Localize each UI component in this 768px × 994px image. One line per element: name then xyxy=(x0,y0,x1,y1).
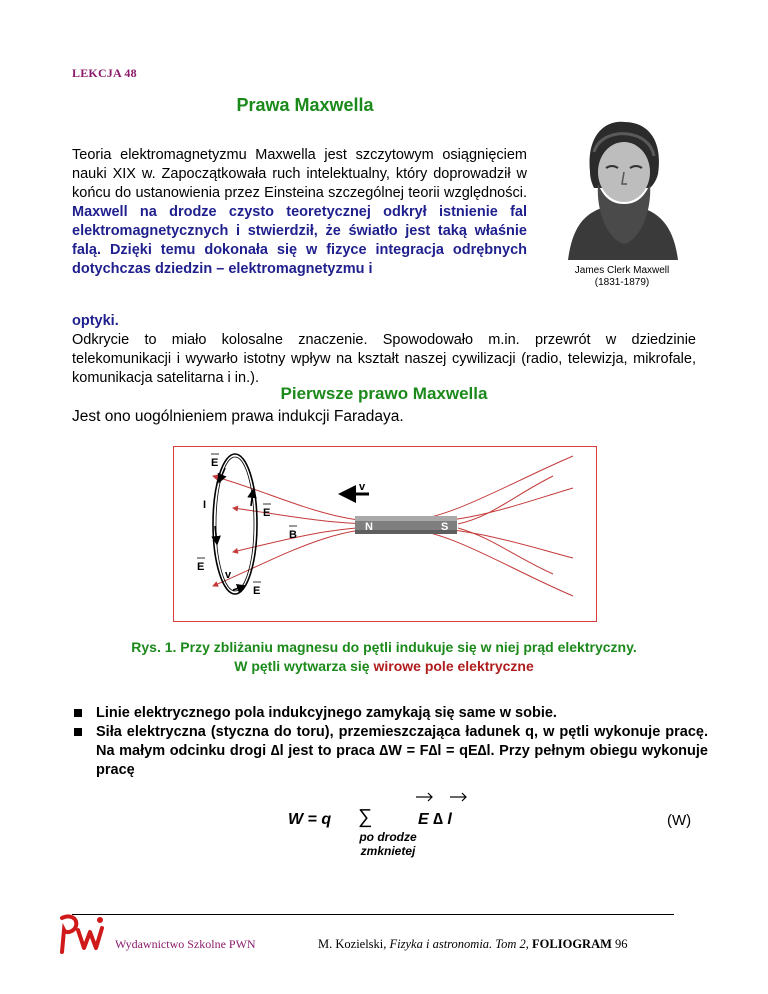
magnet-n-label: N xyxy=(365,521,373,533)
section-intro: Jest ono uogólnieniem prawa indukcji Faradaya. xyxy=(72,408,404,425)
e-label-mid: E xyxy=(263,507,271,519)
intro-text: Teoria elektromagnetyzmu Maxwella jest szczytowym osiągnięciem nauki XIX w. Zapoczątkowała ruch intelektualny, który doprowadził w końcu do ustanowienia przez Einsteina szczególnej teorii względności. xyxy=(72,147,527,201)
bullet-square-icon xyxy=(74,728,82,736)
e-label-bottom: E xyxy=(253,585,261,597)
vector-arrows xyxy=(414,790,474,804)
bullet-square-icon xyxy=(74,709,82,717)
list-item: Linie elektrycznego pola indukcyjnego zamykają się same w sobie. xyxy=(72,704,708,723)
page-title: Prawa Maxwella xyxy=(236,95,374,115)
magnet-s-label: S xyxy=(441,521,449,533)
portrait-years: (1831-1879) xyxy=(594,277,650,288)
portrait-name: James Clerk Maxwell xyxy=(574,265,670,276)
current-label: I xyxy=(203,499,207,511)
maxwell-portrait xyxy=(548,112,696,260)
formula-lhs: W = q xyxy=(288,811,332,828)
list-item: Siła elektryczna (styczna do toru), przemieszczająca ładunek q, w pętli wykonuje pracę. Na małym odcinku drogi ∆l jest to praca ∆W = F∆l = qE∆l. Przy pełnym obiegu wykonuje pracę xyxy=(72,723,708,780)
conductor-loop xyxy=(213,454,257,594)
formula-subscript: po drodze zmknietej xyxy=(359,830,417,858)
bullet-list xyxy=(72,704,708,780)
v-label-loop: v xyxy=(225,569,232,581)
portrait-caption xyxy=(548,265,696,289)
velocity-label: v xyxy=(359,481,366,493)
intro-continuation-text: Odkrycie to miało kolosalne znaczenie. Spowodowało m.in. przewrót w dziedzinie telekomunikacji i wywarło istotny wpływ na kształt naszej cywilizacji (radio, telewizja, mikrofale, komunikacja satelitarna i in.). xyxy=(72,332,696,386)
publisher: Wydawnictwo Szkolne PWN xyxy=(115,937,256,951)
intro-continuation xyxy=(72,312,696,388)
lesson-number: LEKCJA 48 xyxy=(72,66,137,80)
induction-diagram xyxy=(173,446,597,622)
formula-sum-symbol: ∑ xyxy=(358,806,373,828)
citation: M. Kozielski, Fizyka i astronomia. Tom 2, FOLIOGRAM 96 xyxy=(318,937,628,951)
intro-bold-text: Maxwell na drodze czysto teoretycznej odkrył istnienie fal elektromagnetycznych i stwierdził, że światło jest taką właśnie falą. Dzięki temu dokonała się w fizyce integracja odrębnych dotychczas dziedzin – elektromagnetyzmu i xyxy=(72,204,527,277)
figure-caption-line1: Rys. 1. Przy zbliżaniu magnesu do pętli indukuje się w niej prąd elektryczny. xyxy=(131,639,637,655)
e-label-top: E xyxy=(211,457,219,469)
caption-highlight: wirowe pole elektryczne xyxy=(373,658,534,674)
formula-tag: (W) xyxy=(667,812,692,829)
b-label: B xyxy=(289,529,297,541)
formula-rhs: E ∆ l xyxy=(418,811,452,828)
pwn-logo-icon xyxy=(56,912,108,956)
section-title: Pierwsze prawo Maxwella xyxy=(280,384,488,403)
e-label-left: E xyxy=(197,561,205,573)
footer-divider xyxy=(72,914,674,915)
figure-caption xyxy=(0,638,768,676)
intro-bold-end: optyki. xyxy=(72,313,119,329)
figure-caption-line2: W pętli wytwarza się wirowe pole elektryczne xyxy=(234,658,534,674)
intro-paragraph xyxy=(72,146,527,279)
